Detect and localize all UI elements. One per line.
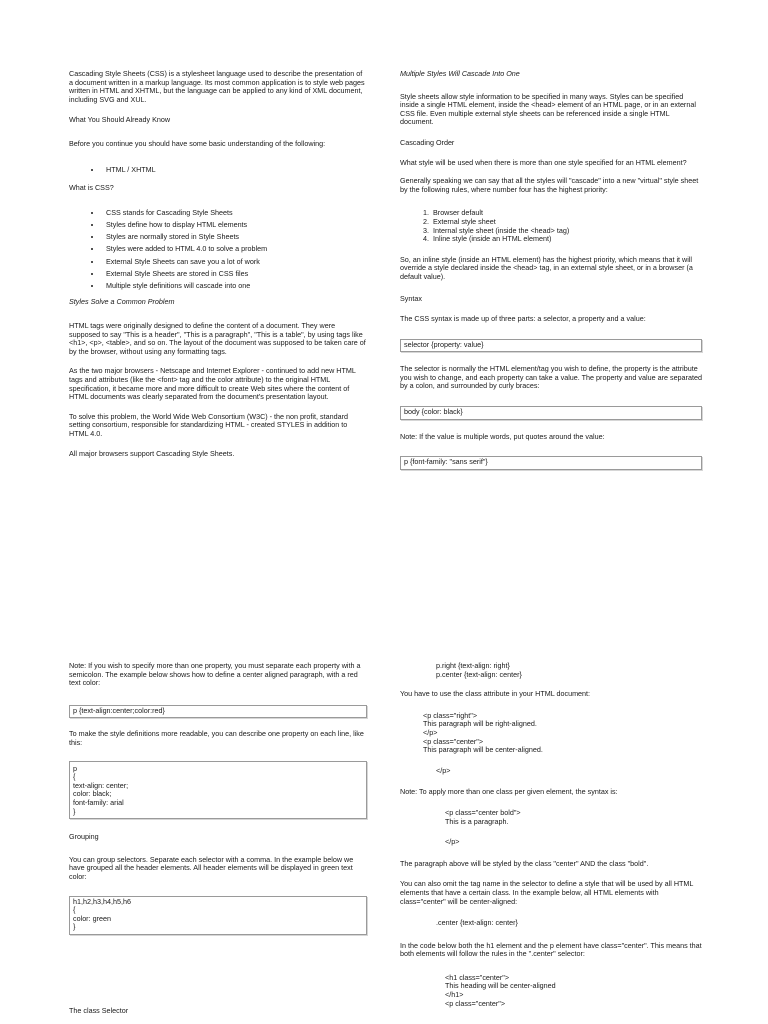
list-item: • HTML / XHTML (102, 166, 367, 175)
code-box-body: body {color: black} (400, 406, 702, 420)
heading-multiple-styles: Multiple Styles Will Cascade Into One (400, 69, 520, 78)
grouping-paragraph: You can group selectors. Separate each selector with a comma. In the example below we have grouped all the header elements. All header elements will be displayed in green text color: (69, 854, 354, 881)
heading-cascading-order: Cascading Order (400, 137, 455, 147)
page1-left-column (69, 70, 367, 458)
code-dot-center: .center {text-align: center} (436, 918, 518, 928)
intro-paragraph: Cascading Style Sheets (CSS) is a stylesheet language used to describe the presentation of a document written in a markup language. Its most common application is to style web pages written in HTML and XHTML, but the language can be applied to any kind of XML document, including SVG and XUL. (69, 69, 365, 104)
list-item: • Styles are normally stored in Style Sheets (102, 233, 367, 242)
use-class-paragraph: You have to use the class attribute in your HTML document: (400, 689, 591, 699)
code-html-classes: <p class="right"> This paragraph will be right-aligned. </p> <p class="center"> This paragraph will be center-aligned. (423, 710, 543, 755)
note-quotes: Note: If the value is multiple words, put quotes around the value: (400, 431, 605, 441)
heading-grouping: Grouping (69, 832, 99, 842)
multiple-paragraph: Style sheets allow style information to be specified in many ways. Styles can be specified inside a single HTML element, inside the <head> element of an HTML page, or in an external CSS file. Even multiple external style sheets can be referenced inside a single HTML document. (400, 91, 696, 127)
list-item: • External Style Sheets can save you a lot of work (102, 258, 367, 267)
code-box-center-red: p {text-align:center;color:red} (69, 705, 367, 719)
page1-right-column (400, 70, 702, 470)
css-facts-list (69, 209, 367, 291)
solve-paragraph-1: HTML tags were originally designed to define the content of a document. They were supposed to say "This is a header", "This is a paragraph", "This is a table", by using tags like <h1>, <p>, <table>, and so on. The layout of the document was supposed to be taken care of by the browser, without using any formatting tags. (69, 321, 366, 356)
list-item: • CSS stands for Cascading Style Sheets (102, 209, 367, 218)
code-box-multiline: p { text-align: center; color: black; font-family: arial } (69, 761, 367, 820)
list-item: • External Style Sheets are stored in CSS files (102, 270, 367, 279)
code-center-bold: <p class="center bold"> This is a paragraph. (445, 807, 521, 826)
list-item: 3. Internal style sheet (inside the <head> tag) (431, 227, 702, 236)
styled-paragraph: The paragraph above will be styled by the class "center" AND the class "bold". (400, 858, 649, 868)
solve-paragraph-4: All major browsers support Cascading Style Sheets. (69, 448, 235, 458)
list-item: 2. External style sheet (431, 218, 702, 227)
page2-left-column (69, 662, 367, 1015)
heading-already-know: What You Should Already Know (69, 115, 171, 125)
list-item: • Multiple style definitions will cascade into one (102, 282, 367, 291)
code-close-p: </p> (436, 765, 451, 775)
below-paragraph: In the code below both the h1 element and the p element have class="center". This means that both elements will follow the rules in the ".center" selector: (400, 940, 702, 959)
before-paragraph: Before you continue you should have some basic understanding of the following: (69, 138, 326, 148)
cascade-order-list (400, 209, 702, 243)
readable-paragraph: To make the style definitions more readable, you can describe one property on each line, like this: (69, 729, 364, 747)
code-close-p-2: </p> (445, 837, 460, 847)
note-multiple-properties: Note: If you wish to specify more than one property, you must separate each property with a semicolon. The example below shows how to define a center aligned paragraph, with a red text color: (69, 661, 361, 688)
syntax-paragraph: The CSS syntax is made up of three parts: a selector, a property and a value: (400, 314, 646, 324)
code-box-font-family: p {font-family: "sans serif"} (400, 456, 702, 470)
know-list (69, 166, 367, 175)
omit-tag-paragraph: You can also omit the tag name in the selector to define a style that will be used by all HTML elements that have a certain class. In the example below, all HTML elements with class="center" will be center-aligned: (400, 879, 694, 906)
heading-what-is-css: What is CSS? (69, 183, 114, 193)
page2-right-column (400, 662, 702, 1008)
list-item: • Styles define how to display HTML elements (102, 221, 367, 230)
selector-paragraph: The selector is normally the HTML element/tag you wish to define, the property is the attribute you wish to change, and each property can take a value. The property and value are separated by a colon, and surrounded by curly braces: (400, 364, 702, 391)
code-box-syntax: selector {property: value} (400, 339, 702, 353)
heading-styles-solve: Styles Solve a Common Problem (69, 297, 175, 307)
code-classes: p.right {text-align: right} p.center {text-align: center} (436, 661, 522, 679)
code-h1-center: <h1 class="center"> This heading will be center-aligned </h1> <p class="center"> (445, 972, 556, 1008)
note-more-class: Note: To apply more than one class per given element, the syntax is: (400, 787, 618, 797)
solve-paragraph-2: As the two major browsers - Netscape and Internet Explorer - continued to add new HTML tags and attributes (like the <font> tag and the color attribute) to the original HTML specification, it became more and more difficult to create Web sites where the content of HTML documents was clearly separated from the document's presentation layout. (69, 366, 356, 402)
code-box-headers: h1,h2,h3,h4,h5,h6 { color: green } (69, 896, 367, 935)
cascading-question: What style will be used when there is more than one style specified for an HTML element? (400, 157, 687, 167)
list-item: 1. Browser default (431, 209, 702, 218)
inline-priority-paragraph: So, an inline style (inside an HTML element) has the highest priority, which means that it will override a style declared inside the <head> tag, in an external style sheet, or in a browser (a default value). (400, 254, 693, 281)
heading-syntax: Syntax (400, 293, 422, 303)
list-item: 4. Inline style (inside an HTML element) (431, 235, 702, 244)
list-item: • Styles were added to HTML 4.0 to solve a problem (102, 245, 367, 254)
heading-class-selector: The class Selector (69, 1005, 129, 1015)
cascading-paragraph: Generally speaking we can say that all the styles will "cascade" into a new "virtual" style sheet by the following rules, where number four has the highest priority: (400, 176, 699, 194)
solve-paragraph-3: To solve this problem, the World Wide Web Consortium (W3C) - the non profit, standard setting consortium, responsible for standardizing HTML - created STYLES in addition to HTML 4.0. (69, 411, 348, 438)
